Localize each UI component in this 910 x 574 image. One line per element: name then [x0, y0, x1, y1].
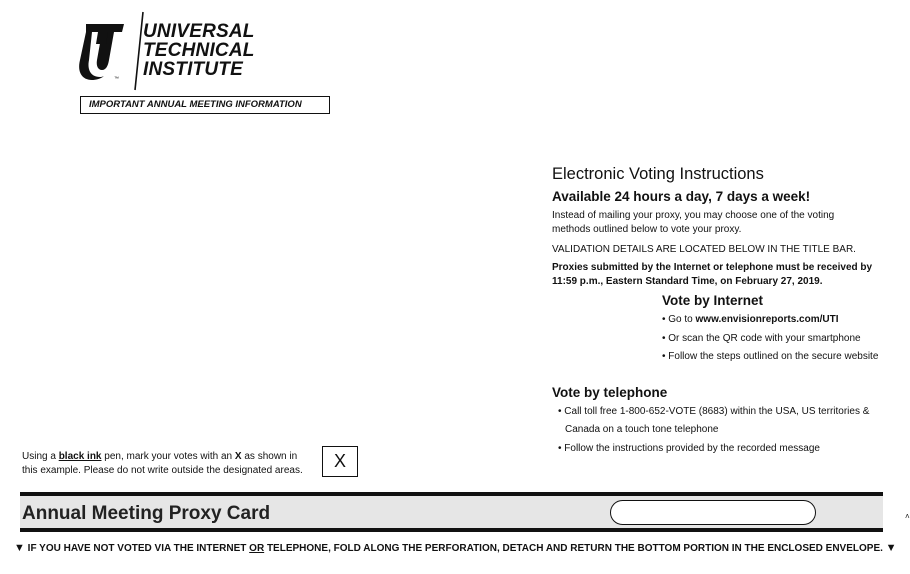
ink-text-black-ink: black ink: [58, 451, 102, 462]
validation-details-field: [610, 500, 816, 525]
detach-instructions: [14, 541, 897, 556]
proxy-card-title: Annual Meeting Proxy Card: [22, 503, 271, 524]
telephone-bullet-call-line1: • Call toll free 1-800-652-VOTE (8683) within the USA, US territories &: [558, 406, 870, 417]
ink-text-part1: Using a: [22, 451, 59, 462]
envision-url-link[interactable]: www.envisionreports.com/UTI: [695, 314, 839, 325]
footer-text-before: IF YOU HAVE NOT VOTED VIA THE INTERNET: [24, 543, 250, 554]
footer-text-or: OR: [249, 543, 265, 554]
ink-text-x: X: [234, 451, 242, 462]
internet-bullet-steps: • Follow the steps outlined on the secure website: [662, 351, 879, 362]
uti-logo-icon: [78, 22, 130, 82]
important-info-box: IMPORTANT ANNUAL MEETING INFORMATION: [80, 96, 330, 114]
footer-text-after: TELEPHONE, FOLD ALONG THE PERFORATION, DETACH AND RETURN THE BOTTOM PORTION IN THE ENCLOSED ENVELOPE.: [264, 543, 886, 554]
validation-note: VALIDATION DETAILS ARE LOCATED BELOW IN THE TITLE BAR.: [552, 244, 856, 255]
internet-bullet-qr: • Or scan the QR code with your smartphone: [662, 333, 861, 344]
internet-bullet-prefix: • Go to: [662, 314, 696, 325]
example-mark-box: X: [322, 446, 358, 477]
ink-text-part3: as shown in this example. Please do not write outside the designated areas.: [22, 451, 303, 476]
logo-text-institute: INSTITUTE: [143, 59, 243, 80]
deadline-text-line2: 11:59 p.m., Eastern Standard Time, on February 27, 2019.: [552, 276, 823, 287]
telephone-bullet-call-line2: Canada on a touch tone telephone: [565, 424, 719, 435]
intro-text-line2: methods outlined below to vote your proxy.: [552, 224, 742, 235]
electronic-voting-title: Electronic Voting Instructions: [552, 165, 764, 183]
intro-text-line1: Instead of mailing your proxy, you may choose one of the voting: [552, 210, 835, 221]
logo-text-technical: TECHNICAL: [143, 40, 255, 61]
internet-bullet-url: [662, 313, 839, 327]
telephone-bullet-instructions: • Follow the instructions provided by the recorded message: [558, 443, 820, 454]
deadline-text-line1: Proxies submitted by the Internet or telephone must be received by: [552, 262, 873, 273]
ink-text-part2: pen, mark your votes with an: [101, 451, 235, 462]
edge-mark: ˄: [905, 512, 910, 521]
down-triangle-icon: ▼: [14, 542, 25, 554]
down-triangle-icon: ▼: [885, 542, 897, 554]
availability-subtitle: Available 24 hours a day, 7 days a week!: [552, 189, 811, 204]
logo-text-universal: UNIVERSAL: [143, 21, 255, 42]
vote-telephone-title: Vote by telephone: [552, 385, 668, 400]
logo-trademark: ™: [114, 76, 119, 82]
vote-internet-title: Vote by Internet: [662, 293, 764, 308]
ink-instructions: [22, 450, 312, 478]
